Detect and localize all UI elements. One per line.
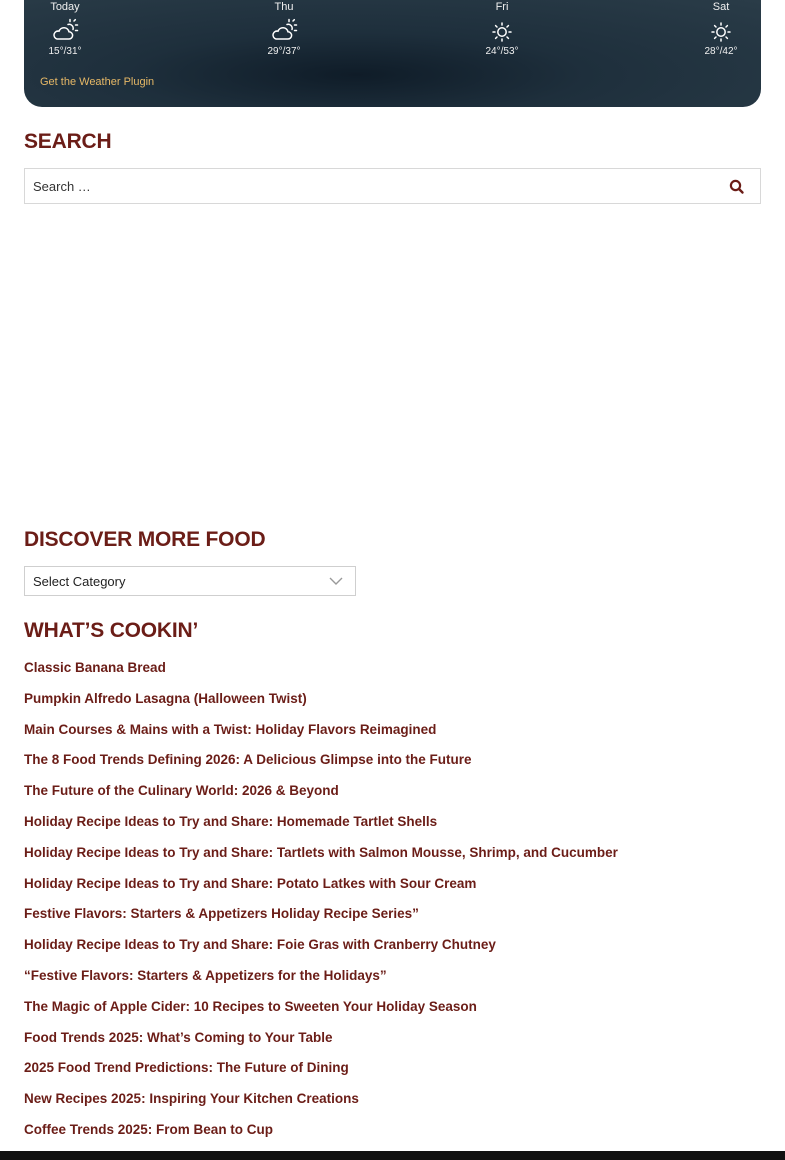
forecast-day [254,0,314,59]
day-name: Today [50,1,80,13]
list-item [24,963,618,994]
search-form [24,168,761,204]
list-item [24,932,618,963]
day-temperature: 29°/37° [267,46,301,57]
post-link[interactable]: The Magic of Apple Cider: 10 Recipes to Sweeten Your Holiday Season [24,998,477,1014]
forecast-day [691,0,751,59]
post-link[interactable]: The 8 Food Trends Defining 2026: A Delicious Glimpse into the Future [24,752,472,768]
post-link[interactable]: The Future of the Culinary World: 2026 & Beyond [24,783,339,799]
footer-bar [0,1151,785,1160]
post-link[interactable]: Holiday Recipe Ideas to Try and Share: Tartlets with Salmon Mousse, Shrimp, and Cucumber [24,844,618,860]
search-icon[interactable] [728,178,746,196]
day-name: Sat [712,1,730,13]
list-item [24,747,618,778]
sun-icon [488,17,516,45]
day-temperature: 15°/31° [48,46,82,57]
list-item [24,1025,618,1056]
forecast-day [472,0,532,59]
category-select[interactable] [24,566,356,596]
list-item [24,778,618,809]
forecast-day [35,0,95,59]
list-item [24,655,618,686]
post-link[interactable]: Main Courses & Mains with a Twist: Holiday Flavors Reimagined [24,721,437,737]
list-item [24,1055,618,1086]
post-link[interactable]: Food Trends 2025: What’s Coming to Your Table [24,1029,333,1045]
weather-plugin-link[interactable]: Get the Weather Plugin [40,76,155,88]
search-widget-title: SEARCH [24,130,112,153]
post-link[interactable]: Holiday Recipe Ideas to Try and Share: Homemade Tartlet Shells [24,813,438,829]
partly-cloudy-icon [270,17,298,45]
post-link[interactable]: Holiday Recipe Ideas to Try and Share: Foie Gras with Cranberry Chutney [24,937,496,953]
chevron-down-icon [329,576,343,586]
day-name: Thu [274,1,294,13]
day-temperature: 24°/53° [485,46,519,57]
post-link[interactable]: Pumpkin Alfredo Lasagna (Halloween Twist) [24,690,307,706]
post-link[interactable]: Holiday Recipe Ideas to Try and Share: Potato Latkes with Sour Cream [24,875,477,891]
category-select-value: Select Category [33,574,126,589]
recent-posts-list [24,655,618,1148]
sun-icon [707,17,735,45]
post-link[interactable]: Festive Flavors: Starters & Appetizers Holiday Recipe Series” [24,906,419,922]
post-link[interactable]: New Recipes 2025: Inspiring Your Kitchen Creations [24,1091,359,1107]
partly-cloudy-icon [51,17,79,45]
discover-widget-title: DISCOVER MORE FOOD [24,528,266,551]
cookin-widget-title: WHAT’S COOKIN’ [24,619,199,642]
list-item [24,1086,618,1117]
post-link[interactable]: 2025 Food Trend Predictions: The Future of Dining [24,1060,349,1076]
list-item [24,1117,618,1148]
list-item [24,901,618,932]
search-input[interactable] [25,169,705,203]
list-item [24,686,618,717]
weather-widget [24,0,761,107]
list-item [24,871,618,902]
day-temperature: 28°/42° [704,46,738,57]
post-link[interactable]: Coffee Trends 2025: From Bean to Cup [24,1121,274,1137]
list-item [24,994,618,1025]
post-link[interactable]: Classic Banana Bread [24,660,166,675]
list-item [24,809,618,840]
day-name: Fri [495,1,509,13]
list-item [24,717,618,748]
list-item [24,840,618,871]
post-link[interactable]: “Festive Flavors: Starters & Appetizers for the Holidays” [24,967,387,983]
